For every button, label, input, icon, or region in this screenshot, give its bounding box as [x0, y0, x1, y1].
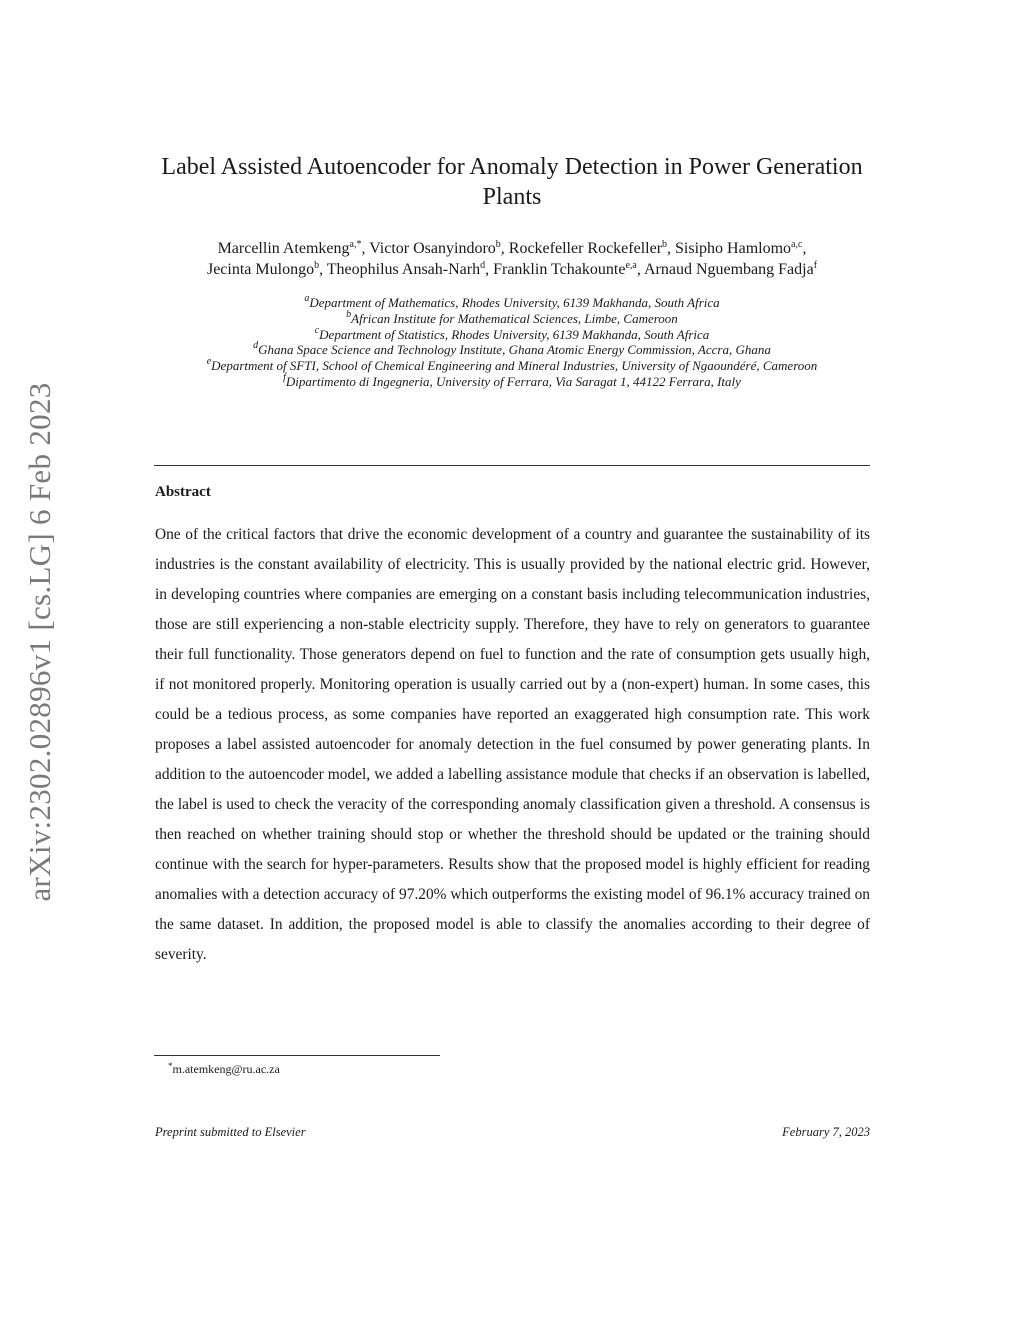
author-affiliation-marker: d: [480, 260, 486, 271]
author-affiliation-marker: a,c: [791, 239, 803, 250]
footnote-rule: [154, 1055, 440, 1056]
author-separator: ,: [485, 261, 494, 278]
author-affiliation-marker: a,*: [349, 239, 362, 250]
author-name: Theophilus Ansah-Narh: [326, 261, 481, 278]
affiliation-text: Department of Mathematics, Rhodes University, 6139 Makhanda, South Africa: [309, 295, 720, 310]
affiliation-marker: c: [314, 324, 320, 336]
abstract-body: One of the critical factors that drive the economic development of a country and guarantee the sustainability of its industries is the constant availability of electricity. This is usually provided by the national electric grid. However, in developing countries where companies are emerging on a constant basis including telecommunication industries, those are still experiencing a non-stable electricity supply. Therefore, they have to rely on generators to guarantee their full functionality. Those generators depend on fuel to function and the rate of consumption gets usually high, if not monitored properly. Monitoring operation is usually carried out by a (non-expert) human. In some cases, this could be a tedious process, as some companies have reported an exaggerated high consumption rate. This work proposes a label assisted autoencoder for anomaly detection in the fuel consumed by power generating plants. In addition to the autoencoder model, we added a labelling assistance module that checks if an observation is labelled, the label is used to check the veracity of the corresponding anomaly classification given a threshold. A consensus is then reached on whether training should stop or whether the threshold should be updated or the training should continue with the search for hyper-parameters. Results show that the proposed model is highly efficient for reading anomalies with a detection accuracy of 97.20% which outperforms the existing model of 96.1% accuracy trained on the same dataset. In addition, the proposed model is able to classify the anomalies according to their degree of severity.: [155, 526, 870, 963]
author-name: Franklin Tchakounte: [493, 261, 626, 278]
affiliation-item: [150, 324, 874, 343]
author-name: Victor Osanyindoro: [369, 240, 496, 257]
author-affiliation-marker: b: [662, 239, 668, 250]
author-list: [130, 238, 894, 280]
footnote-marker: *: [168, 1061, 173, 1071]
affiliation-list: [150, 295, 874, 390]
author-name: Jecinta Mulongo: [206, 261, 315, 278]
author-separator: ,: [802, 240, 807, 257]
affiliation-text: Department of Statistics, Rhodes University, 6139 Makhanda, South Africa: [319, 326, 710, 342]
affiliation-marker: f: [283, 371, 286, 383]
author-affiliation-marker: f: [813, 260, 818, 271]
author-separator: ,: [636, 261, 644, 278]
affiliation-text: Ghana Space Science and Technology Institute, Ghana Atomic Energy Commission, Accra, Ghana: [258, 342, 771, 358]
corresponding-author-footnote: [168, 1061, 280, 1077]
affiliation-item: [150, 342, 874, 358]
author-affiliation-marker: b: [314, 260, 320, 271]
affiliation-text: Department of SFTI, School of Chemical Engineering and Mineral Industries, University of Ngaoundéré, Cameroon: [211, 358, 818, 374]
affiliation-item: [150, 295, 874, 311]
abstract-heading: Abstract: [155, 484, 211, 500]
affiliation-marker: b: [346, 308, 352, 320]
affiliation-item: [150, 358, 874, 374]
preprint-date: February 7, 2023: [782, 1125, 870, 1139]
paper-title: Label Assisted Autoencoder for Anomaly Detection in Power Generation Plants: [161, 154, 863, 210]
affiliation-text: African Institute for Mathematical Sciences, Limbe, Cameroon: [351, 310, 678, 326]
preprint-notice: Preprint submitted to Elsevier: [155, 1125, 306, 1139]
author-affiliation-marker: e,a: [625, 260, 637, 271]
arxiv-identifier-stamp: arXiv:2302.02896v1 [cs.LG] 6 Feb 2023: [22, 382, 57, 902]
affiliation-marker: e: [206, 356, 212, 368]
affiliation-item: [150, 308, 874, 327]
author-separator: ,: [319, 261, 327, 278]
author-name: Sisipho Hamlomo: [675, 240, 792, 257]
author-separator: ,: [361, 240, 370, 257]
abstract-top-rule: [154, 465, 870, 466]
affiliation-text: Dipartimento di Ingegneria, University of Ferrara, Via Saragat 1, 44122 Ferrara, Italy: [285, 373, 741, 389]
affiliation-item: [150, 371, 874, 390]
author-separator: ,: [500, 240, 509, 257]
author-name: Rockefeller Rockefeller: [508, 240, 663, 257]
affiliation-marker: a: [304, 293, 310, 304]
author-name: Arnaud Nguembang Fadja: [643, 261, 814, 278]
author-separator: ,: [667, 240, 676, 257]
author-affiliation-marker: b: [495, 239, 501, 250]
affiliation-marker: d: [253, 340, 259, 352]
author-name: Marcellin Atemkeng: [217, 240, 350, 257]
footnote-email: m.atemkeng@ru.ac.za: [172, 1062, 280, 1076]
